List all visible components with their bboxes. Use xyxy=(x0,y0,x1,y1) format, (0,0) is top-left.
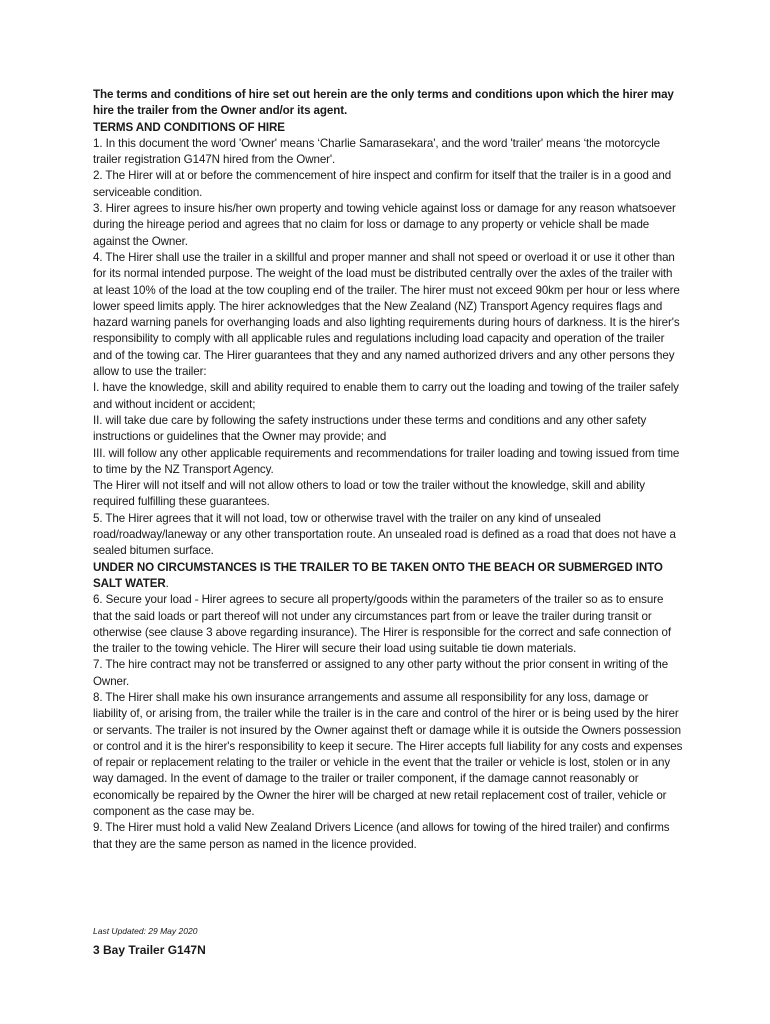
terms-heading: TERMS AND CONDITIONS OF HIRE xyxy=(93,120,285,134)
clause-6: 6. Secure your load - Hirer agrees to secure all property/goods within the parameters of the trailer so as to ensure that the said loads or part thereof will not under any circumstances part from or leave the trailer during transit or otherwise (see clause 3 above regarding insurance). The Hirer is responsible for the correct and safe connection of the trailer to the towing vehicle. The Hirer will secure their load using suitable tie down materials. xyxy=(93,593,671,656)
intro-paragraph: The terms and conditions of hire set out herein are the only terms and conditions upon which the hirer may hire the trailer from the Owner and/or its agent. xyxy=(93,88,674,118)
terms-document xyxy=(93,87,683,853)
clause-4-i: I. have the knowledge, skill and ability required to enable them to carry out the loading and towing of the trailer safely and without incident or accident; xyxy=(93,381,679,411)
clause-4-iii: III. will follow any other applicable requirements and recommendations for trailer loading and towing issued from time to time by the NZ Transport Agency. xyxy=(93,446,680,476)
document-footer xyxy=(93,925,683,958)
clause-4: 4. The Hirer shall use the trailer in a skillful and proper manner and shall not speed or overload it or use it other than for its normal intended purpose. The weight of the load must be distributed centrally over the axles of the trailer with at least 10% of the load at the tow coupling end of the trailer. The hirer must not exceed 90km per hour or less where lower speed limits apply. The hirer acknowledges that the New Zealand (NZ) Transport Agency requires flags and hazard warning panels for overhanging loads and also lighting requirements during hours of darkness. It is the hirer's responsibility to comply with all applicable rules and regulations including load capacity and operation of the trailer and of the towing car. The Hirer guarantees that they and any named authorized drivers and any other persons they allow to use the trailer: xyxy=(93,250,680,379)
beach-warning xyxy=(93,560,683,593)
clause-1: 1. In this document the word 'Owner' means ‘Charlie Samarasekara', and the word 'trailer' means ‘the motorcycle trailer registration G147N hired from the Owner'. xyxy=(93,136,661,167)
clause-7: 7. The hire contract may not be transferred or assigned to any other party without the prior consent in writing of the Owner. xyxy=(93,658,669,688)
clause-4-ii: II. will take due care by following the safety instructions under these terms and conditions and any other safety instructions or guidelines that the Owner may provide; and xyxy=(93,413,647,444)
clause-8: 8. The Hirer shall make his own insurance arrangements and assume all responsibility for any loss, damage or liability of, or arising from, the trailer while the trailer is in the care and control of the hirer or is being used by the hirer or servants. The trailer is not insured by the Owner against theft or damage while it is outside the Owners possession or control and it is the hirer's responsibility to keep it secure. The Hirer accepts full liability for any costs and expenses of repair or replacement relating to the trailer or vehicle in the event that the trailer or vehicle is lost, stolen or in any way damaged. In the event of damage to the trailer or trailer component, if the damage cannot reasonably or economically be repaired by the Owner the hirer will be charged at new retail replacement cost of trailer, vehicle or component as the case may be. xyxy=(93,690,683,819)
document-title: 3 Bay Trailer G147N xyxy=(93,943,206,957)
clause-5: 5. The Hirer agrees that it will not load, tow or otherwise travel with the trailer on any kind of unsealed road/roadway/laneway or any other transportation route. An unsealed road is defined as a road that does not have a sealed bitumen surface. xyxy=(93,511,676,558)
clause-3: 3. Hirer agrees to insure his/her own property and towing vehicle against loss or damage for any reason whatsoever during the hireage period and agrees that no claim for loss or damage to any property or vehicle shall be made against the Owner. xyxy=(93,202,676,248)
beach-warning-period: . xyxy=(165,576,169,590)
clause-9: 9. The Hirer must hold a valid New Zealand Drivers Licence (and allows for towing of the hired trailer) and confirms that they are the same person as named in the licence provided. xyxy=(93,821,670,851)
clause-2: 2. The Hirer will at or before the commencement of hire inspect and confirm for itself that the trailer is in a good and serviceable condition. xyxy=(93,169,672,199)
last-updated: Last Updated: 29 May 2020 xyxy=(93,926,198,936)
clause-4-conclusion: The Hirer will not itself and will not allow others to load or tow the trailer without the knowledge, skill and ability required fulfilling these guarantees. xyxy=(93,479,645,509)
beach-warning-text: UNDER NO CIRCUMSTANCES IS THE TRAILER TO BE TAKEN ONTO THE BEACH OR SUBMERGED INTO SALT WATER xyxy=(93,560,663,590)
